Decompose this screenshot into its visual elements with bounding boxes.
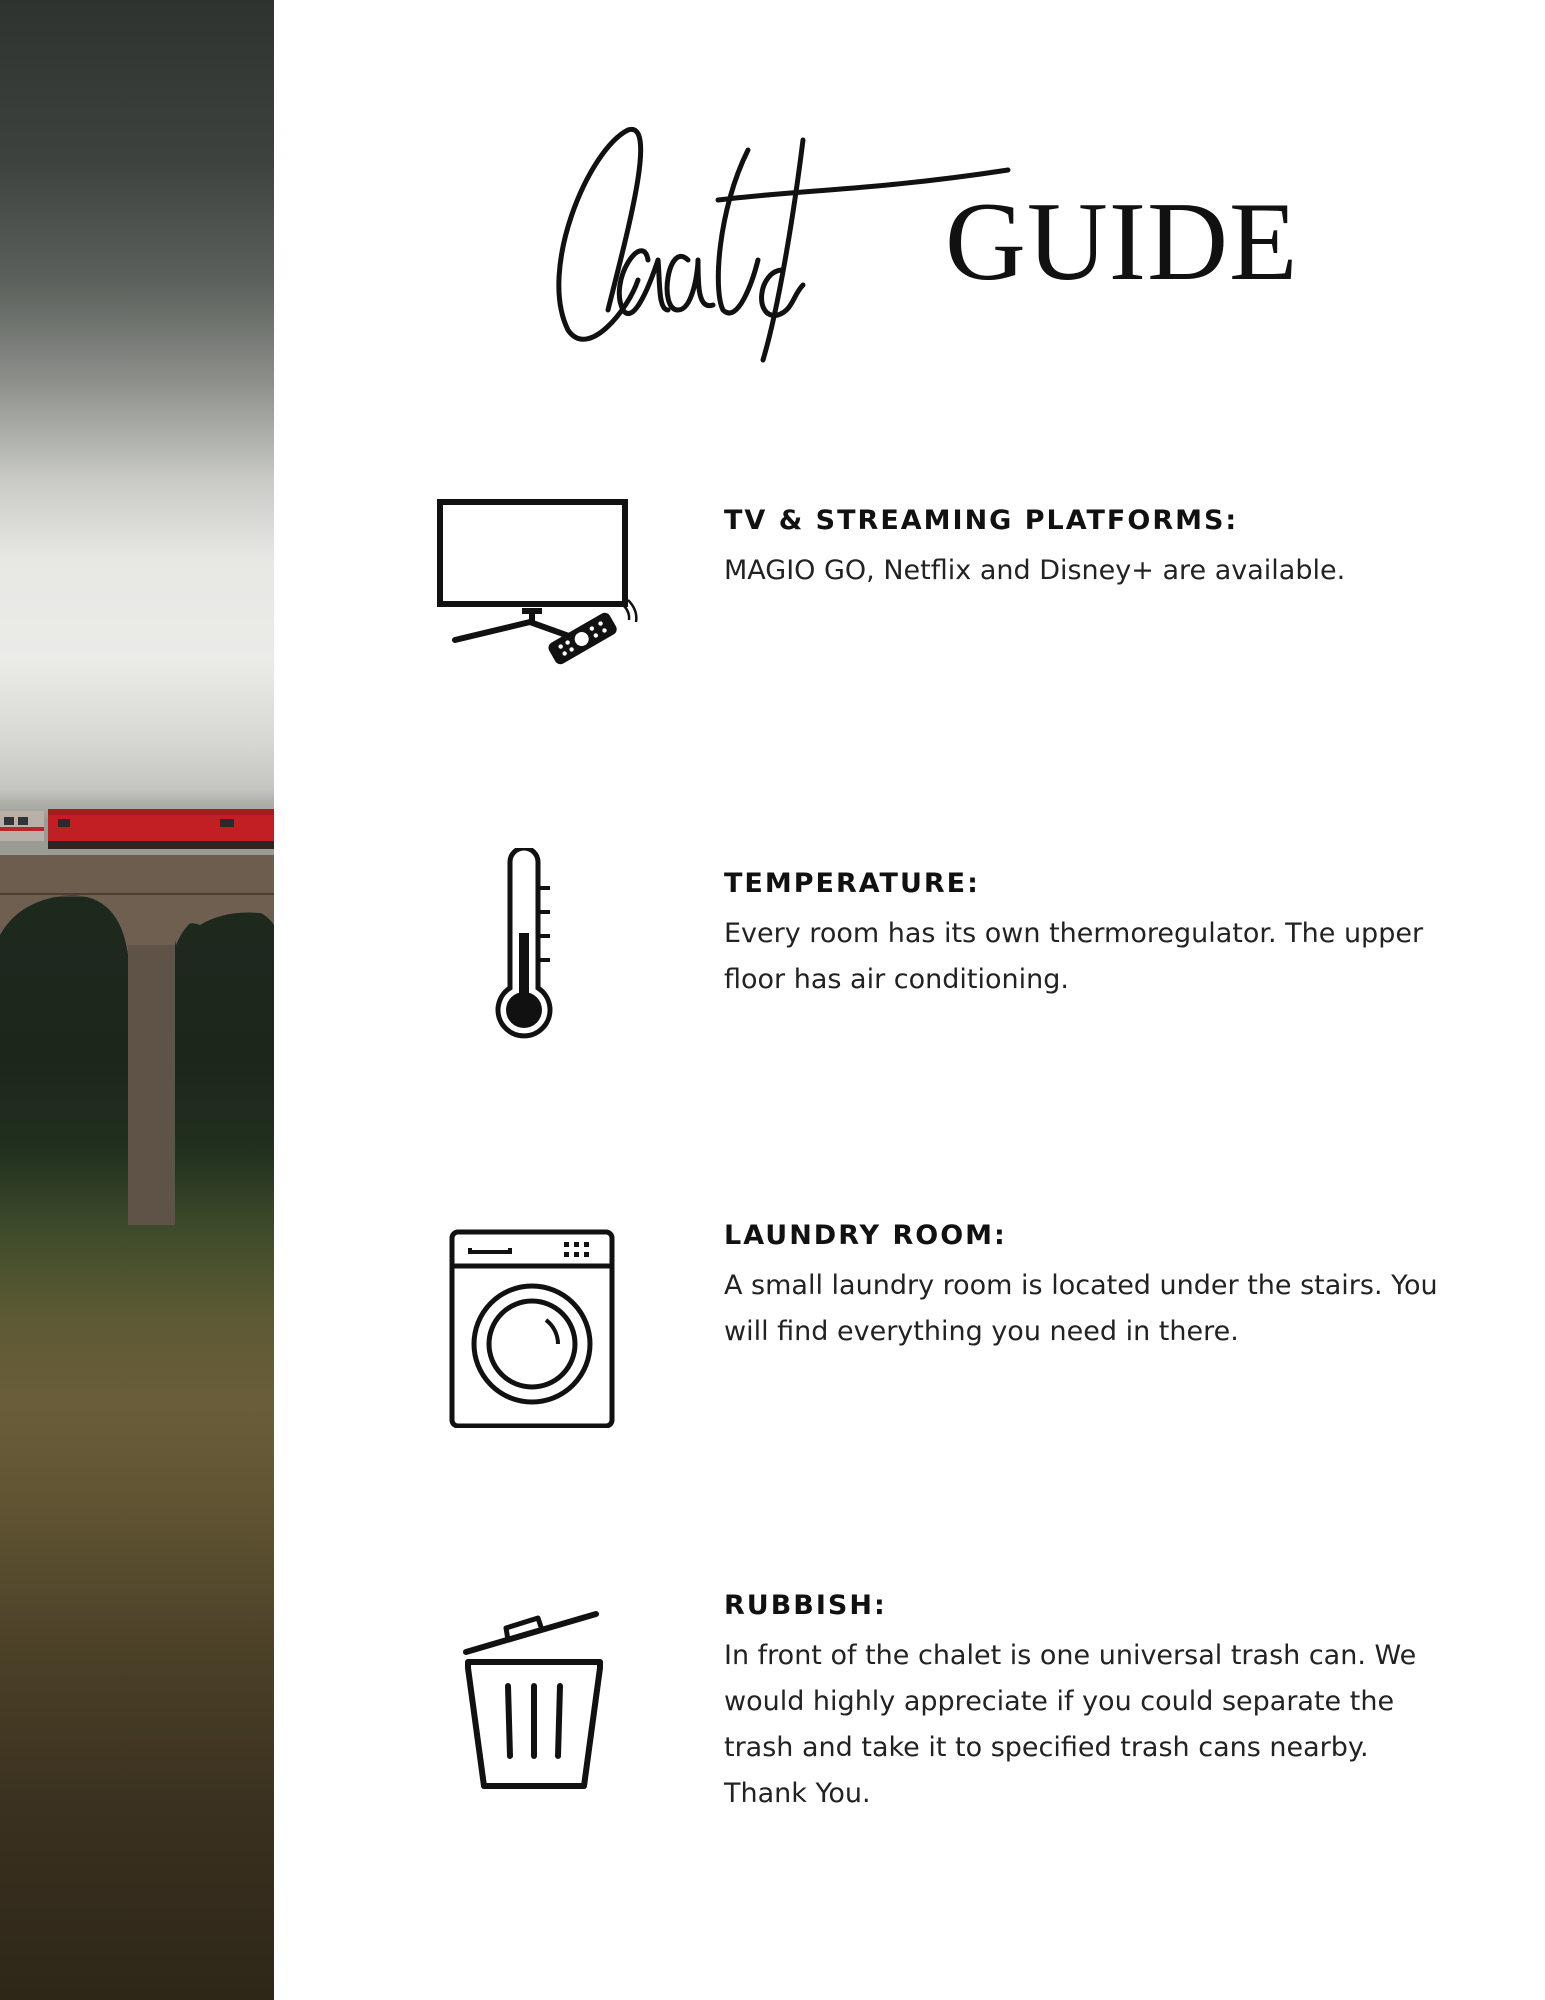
tv-remote-icon bbox=[430, 490, 650, 680]
title-guide: GUIDE bbox=[945, 180, 1299, 304]
tv-body: MAGIO GO, Netflix and Disney+ are available. bbox=[724, 555, 1346, 586]
thermometer-icon bbox=[492, 848, 572, 1048]
rubbish-body: In front of the chalet is one universal trash can. We would highly appreciate if you could separate the trash and take it to specified trash cans nearby. Thank You. bbox=[724, 1640, 1417, 1809]
viaduct-image bbox=[0, 855, 274, 1235]
cover-photo bbox=[0, 0, 274, 2000]
washing-machine-icon bbox=[448, 1228, 618, 1428]
rubbish-heading: RUBBISH: bbox=[724, 1590, 887, 1621]
temperature-body: Every room has its own thermoregulator. The upper floor has air conditioning. bbox=[724, 918, 1424, 995]
tv-heading: TV & STREAMING PLATFORMS: bbox=[724, 505, 1239, 536]
temperature-heading: TEMPERATURE: bbox=[724, 868, 980, 899]
trash-can-icon bbox=[460, 1606, 610, 1796]
laundry-body: A small laundry room is located under the stairs. You will find everything you need in there. bbox=[724, 1270, 1438, 1347]
laundry-heading: LAUNDRY ROOM: bbox=[724, 1220, 1007, 1251]
train-image bbox=[0, 805, 274, 851]
